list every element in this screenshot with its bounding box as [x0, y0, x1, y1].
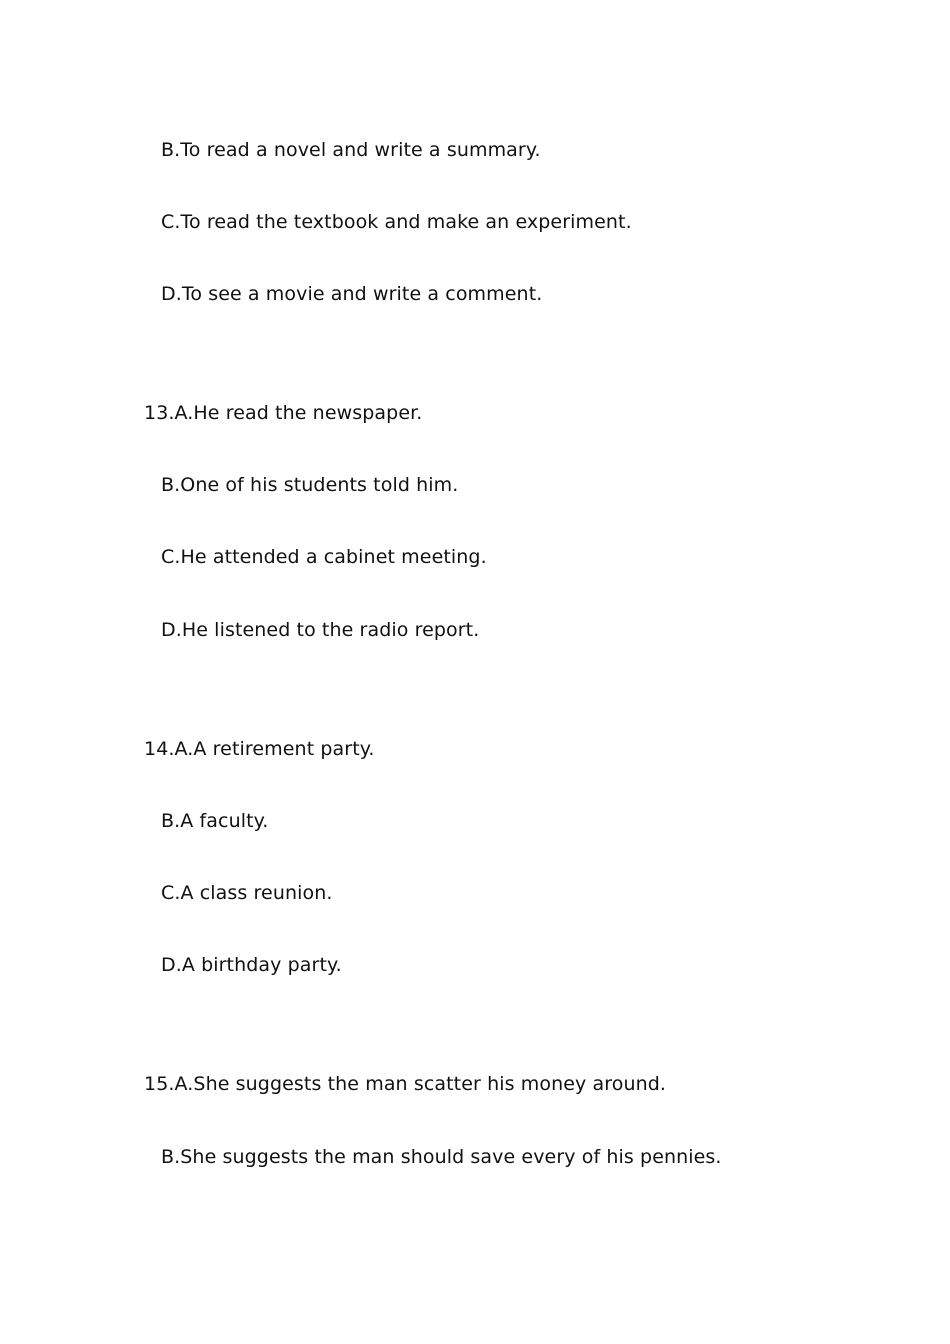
q12-option-d: D.To see a movie and write a comment. [161, 283, 543, 305]
q14-option-b: B.A faculty. [161, 810, 269, 832]
q12-option-c: C.To read the textbook and make an experiment. [161, 211, 632, 233]
q14-option-a: 14.A.A retirement party. [144, 738, 375, 760]
q13-option-c: C.He attended a cabinet meeting. [161, 546, 487, 568]
q15-option-b: B.She suggests the man should save every of his pennies. [161, 1146, 722, 1168]
q13-option-b: B.One of his students told him. [161, 474, 459, 496]
q15-option-a: 15.A.She suggests the man scatter his money around. [144, 1073, 667, 1095]
q12-option-b: B.To read a novel and write a summary. [161, 139, 541, 161]
q14-option-c: C.A class reunion. [161, 882, 333, 904]
q14-option-d: D.A birthday party. [161, 954, 342, 976]
q13-option-d: D.He listened to the radio report. [161, 619, 480, 641]
q13-option-a: 13.A.He read the newspaper. [144, 402, 423, 424]
